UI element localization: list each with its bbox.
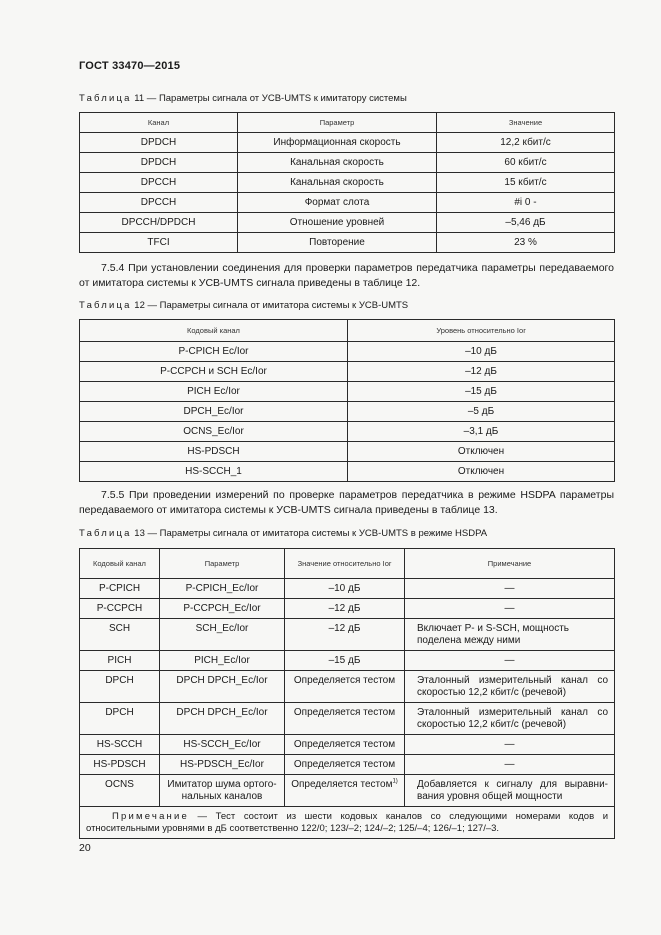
note-word: Примечание bbox=[112, 811, 189, 822]
table-cell: –15 дБ bbox=[285, 651, 405, 671]
cell-text: Определяется тестом bbox=[291, 779, 393, 790]
table-cell: Отключен bbox=[348, 442, 615, 462]
table-cell: — bbox=[405, 651, 615, 671]
table-cell: Канальная скорость bbox=[238, 173, 437, 193]
table-11-caption bbox=[79, 93, 407, 104]
table-row bbox=[80, 735, 615, 755]
table-row bbox=[80, 755, 615, 775]
table-12-caption bbox=[79, 300, 408, 311]
footnote-mark: 1) bbox=[392, 778, 398, 785]
table-cell: HS-PDSCH_Ec/Ior bbox=[160, 755, 285, 775]
table-cell: DPCH_Ec/Ior bbox=[80, 402, 348, 422]
header-cell: Параметр bbox=[238, 113, 437, 133]
table-row bbox=[80, 671, 615, 703]
note-text: — Тест состоит из шести кодовых каналов со следующими номерами кодов и относительными уровнями в дБ соответственно 122/0; 123/–2; 124/–2; 125/–4; 126/–1; 127/–3. bbox=[86, 811, 608, 834]
table-cell: DPCCH/DPDCH bbox=[80, 213, 238, 233]
table-cell: DPCCH bbox=[80, 193, 238, 213]
table-cell: SCH_Ec/Ior bbox=[160, 619, 285, 651]
table-cell: –12 дБ bbox=[285, 619, 405, 651]
table-row bbox=[80, 382, 615, 402]
caption-word: Таблица bbox=[79, 528, 132, 539]
table-header-row bbox=[80, 549, 615, 579]
table-cell: Эталонный измерительный канал со скоростью 12,2 кбит/с (речевой) bbox=[405, 703, 615, 735]
table-cell: DPDCH bbox=[80, 133, 238, 153]
table-cell: P-CPICH Ec/Ior bbox=[80, 342, 348, 362]
table-cell: Имитатор шума ортого-нальных каналов bbox=[160, 775, 285, 807]
table-cell: DPCH DPCH_Ec/Ior bbox=[160, 703, 285, 735]
table-cell: DPCH bbox=[80, 703, 160, 735]
table-cell: 23 % bbox=[437, 233, 615, 253]
table-row bbox=[80, 233, 615, 253]
header-cell: Параметр bbox=[160, 549, 285, 579]
table-row bbox=[80, 133, 615, 153]
table-cell: –5 дБ bbox=[348, 402, 615, 422]
table-row bbox=[80, 342, 615, 362]
table-note bbox=[80, 807, 615, 839]
table-cell: Определяется тестом bbox=[285, 703, 405, 735]
table-cell: PICH bbox=[80, 651, 160, 671]
table-cell: — bbox=[405, 599, 615, 619]
standard-header: ГОСТ 33470—2015 bbox=[79, 60, 181, 72]
table-cell: Формат слота bbox=[238, 193, 437, 213]
table-cell: P-CCPCH_Ec/Ior bbox=[160, 599, 285, 619]
table-row bbox=[80, 599, 615, 619]
table-cell: –3,1 дБ bbox=[348, 422, 615, 442]
table-cell: — bbox=[405, 735, 615, 755]
header-cell: Кодовый канал bbox=[80, 320, 348, 342]
table-row bbox=[80, 651, 615, 671]
table-13 bbox=[79, 548, 615, 839]
table-cell: 60 кбит/с bbox=[437, 153, 615, 173]
table-11 bbox=[79, 112, 615, 253]
table-cell: OCNS bbox=[80, 775, 160, 807]
caption-text: 12 — Параметры сигнала от имитатора системы к УСВ-UMTS bbox=[134, 300, 409, 311]
table-row bbox=[80, 193, 615, 213]
table-cell: Канальная скорость bbox=[238, 153, 437, 173]
table-cell: DPCH bbox=[80, 671, 160, 703]
table-cell: HS-SCCH bbox=[80, 735, 160, 755]
table-row bbox=[80, 703, 615, 735]
table-cell: DPDCH bbox=[80, 153, 238, 173]
header-cell: Уровень относительно Ior bbox=[348, 320, 615, 342]
caption-text: 13 — Параметры сигнала от имитатора системы к УСВ-UMTS в режиме HSDPA bbox=[134, 528, 488, 539]
table-cell: Включает P- и S-SCH, мощность поделена между ними bbox=[405, 619, 615, 651]
table-cell: Определяется тестом bbox=[285, 735, 405, 755]
table-12 bbox=[79, 319, 615, 482]
table-row bbox=[80, 775, 615, 807]
table-row bbox=[80, 402, 615, 422]
paragraph-7-5-4: 7.5.4 При установлении соединения для проверки параметров передатчика параметры передаваемого от имитатора системы к УСВ-UMTS сигнала приведены в таблице 12. bbox=[79, 262, 614, 289]
table-cell: PICH_Ec/Ior bbox=[160, 651, 285, 671]
table-cell: SCH bbox=[80, 619, 160, 651]
caption-text: 11 — Параметры сигнала от УСВ-UMTS к имитатору системы bbox=[134, 93, 407, 104]
table-row bbox=[80, 462, 615, 482]
table-cell: HS-SCCH_Ec/Ior bbox=[160, 735, 285, 755]
table-cell: Определяется тестом bbox=[285, 671, 405, 703]
header-cell: Значение относительно Ior bbox=[285, 549, 405, 579]
table-row bbox=[80, 442, 615, 462]
table-row bbox=[80, 362, 615, 382]
table-cell: HS-SCCH_1 bbox=[80, 462, 348, 482]
table-row bbox=[80, 153, 615, 173]
table-row bbox=[80, 422, 615, 442]
table-cell: #i 0 - bbox=[437, 193, 615, 213]
table-cell: –5,46 дБ bbox=[437, 213, 615, 233]
table-cell: HS-PDSCH bbox=[80, 755, 160, 775]
table-cell: Эталонный измерительный канал со скоростью 12,2 кбит/с (речевой) bbox=[405, 671, 615, 703]
caption-word: Таблица bbox=[79, 300, 132, 311]
table-row bbox=[80, 173, 615, 193]
table-cell: P-CCPCH bbox=[80, 599, 160, 619]
header-cell: Значение bbox=[437, 113, 615, 133]
table-cell: –10 дБ bbox=[348, 342, 615, 362]
table-cell: Добавляется к сигналу для выравни-вания уровня общей мощности bbox=[405, 775, 615, 807]
table-cell: OCNS_Ec/Ior bbox=[80, 422, 348, 442]
table-cell: — bbox=[405, 579, 615, 599]
table-cell: P-CPICH_Ec/Ior bbox=[160, 579, 285, 599]
table-cell: TFCI bbox=[80, 233, 238, 253]
table-cell bbox=[285, 775, 405, 807]
table-13-caption bbox=[79, 528, 487, 539]
table-cell: –12 дБ bbox=[285, 599, 405, 619]
table-row bbox=[80, 579, 615, 599]
table-header-row bbox=[80, 113, 615, 133]
table-cell: –10 дБ bbox=[285, 579, 405, 599]
table-note-row bbox=[80, 807, 615, 839]
table-cell: P-CCPCH и SCH Ec/Ior bbox=[80, 362, 348, 382]
table-row bbox=[80, 213, 615, 233]
page-number: 20 bbox=[79, 842, 91, 854]
table-cell: –12 дБ bbox=[348, 362, 615, 382]
table-header-row bbox=[80, 320, 615, 342]
table-cell: Информационная скорость bbox=[238, 133, 437, 153]
table-cell: Повторение bbox=[238, 233, 437, 253]
header-cell: Примечание bbox=[405, 549, 615, 579]
caption-word: Таблица bbox=[79, 93, 132, 104]
table-row bbox=[80, 619, 615, 651]
table-cell: 15 кбит/с bbox=[437, 173, 615, 193]
table-cell: Отключен bbox=[348, 462, 615, 482]
table-cell: — bbox=[405, 755, 615, 775]
table-cell: PICH Ec/Ior bbox=[80, 382, 348, 402]
table-cell: HS-PDSCH bbox=[80, 442, 348, 462]
table-cell: –15 дБ bbox=[348, 382, 615, 402]
table-cell: DPCCH bbox=[80, 173, 238, 193]
table-cell: P-CPICH bbox=[80, 579, 160, 599]
table-cell: 12,2 кбит/с bbox=[437, 133, 615, 153]
paragraph-7-5-5: 7.5.5 При проведении измерений по проверке параметров передатчика в режиме HSDPA параметры передаваемого от имитатора системы к УСВ-UMTS сигнала приведены в таблице 13. bbox=[79, 489, 614, 516]
header-cell: Кодовый канал bbox=[80, 549, 160, 579]
table-cell: Определяется тестом bbox=[285, 755, 405, 775]
header-cell: Канал bbox=[80, 113, 238, 133]
table-cell: Отношение уровней bbox=[238, 213, 437, 233]
table-cell: DPCH DPCH_Ec/Ior bbox=[160, 671, 285, 703]
